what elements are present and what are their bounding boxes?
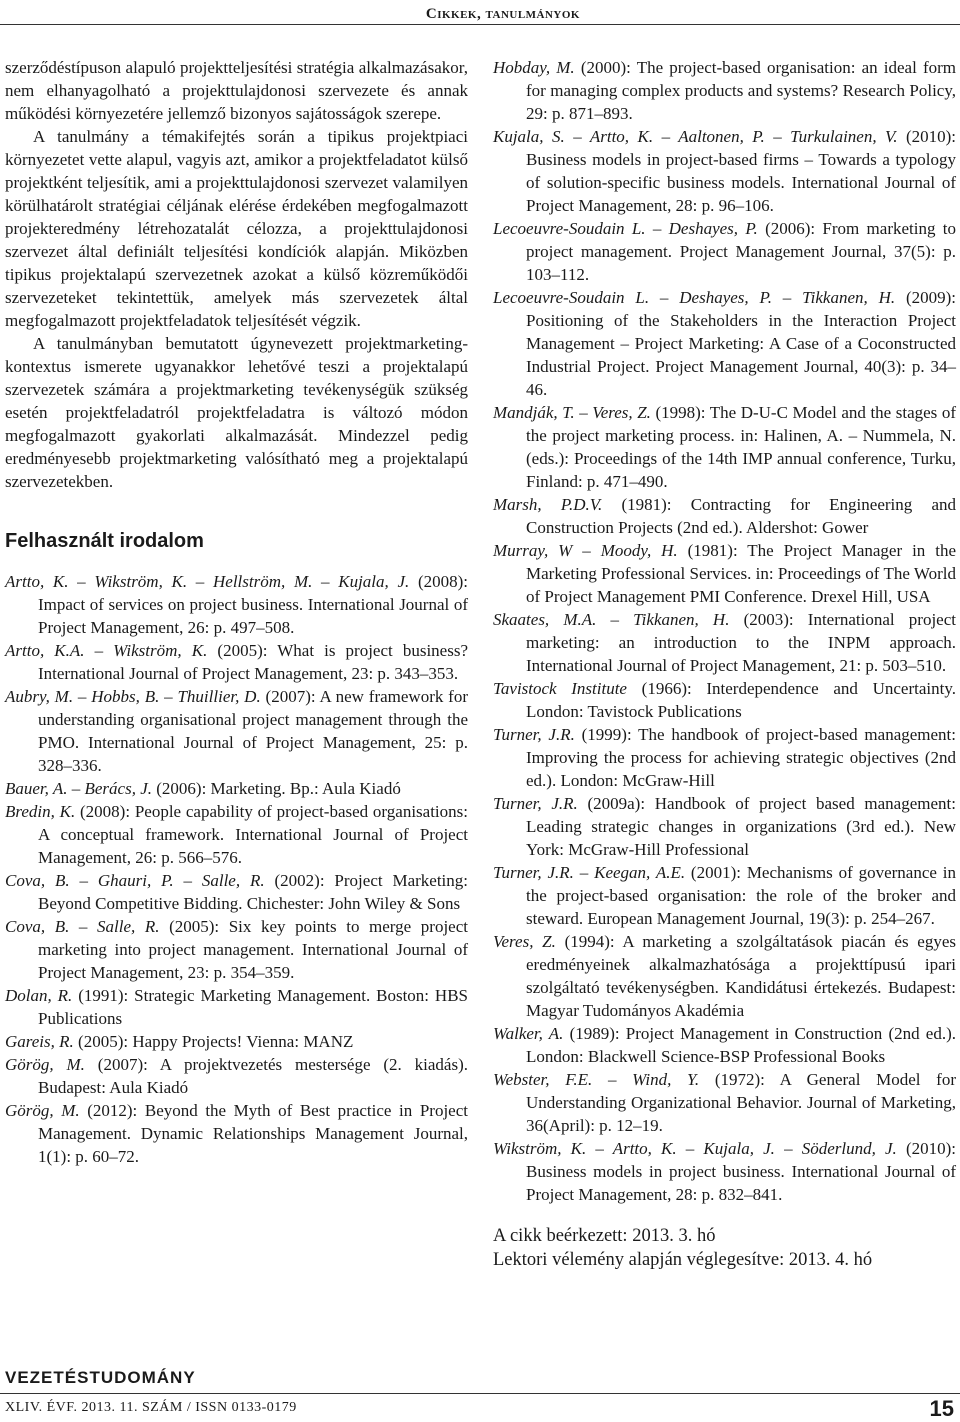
reference-item — [5, 777, 468, 800]
reference-item — [5, 1030, 468, 1053]
reference-item — [5, 1099, 468, 1168]
reference-authors: Veres, Z. — [493, 932, 556, 951]
reference-authors: Skaates, M.A. – Tikkanen, H. — [493, 610, 730, 629]
reference-text: (1966): Interdependence and Uncertainty. London: Tavistock Publications — [526, 679, 956, 721]
reference-text: (2010): Business models in project business. International Journal of Project Management, 28: p. 832–841. — [526, 1139, 956, 1204]
reference-authors: Walker, A. — [493, 1024, 564, 1043]
reference-text: (2010): Business models in project-based firms – Towards a typology of solution-specific business models. International Journal of Project Management, 28: p. 96–106. — [526, 127, 957, 215]
reference-item — [493, 539, 956, 608]
reference-item — [5, 639, 468, 685]
received-date: A cikk beérkezett: 2013. 3. hó — [493, 1226, 716, 1246]
section-title-header: Cikkek, tanulmányok — [425, 6, 580, 22]
reference-item — [493, 608, 956, 677]
reference-authors: Hobday, M. — [493, 58, 575, 77]
reference-item — [5, 1053, 468, 1099]
reference-text: (1994): A marketing a szolgáltatások piacán és egyes eredményeinek alkalmazhatósága a projekttípusú ipari szolgáltató tevékenységben. Kandidátusi értekezés. Budapest: Magyar Tudományos Akadémia — [526, 932, 956, 1020]
header-rule — [0, 24, 960, 25]
reference-text: (1991): Strategic Marketing Management. Boston: HBS Publications — [38, 986, 468, 1028]
reference-authors: Turner, J.R. — [493, 725, 575, 744]
reference-text: (2003): International project marketing: an introduction to the INPM approach. International Journal of Project Management, 21: p. 503–510. — [526, 610, 956, 675]
reference-item — [5, 915, 468, 984]
reference-text: (2008): Impact of services on project business. International Journal of Project Management, 26: p. 497–508. — [38, 572, 469, 637]
reference-authors: Kujala, S. – Artto, K. – Aaltonen, P. – Turkulainen, V. — [493, 127, 898, 146]
reference-authors: Tavistock Institute — [493, 679, 627, 698]
reference-item — [493, 723, 956, 792]
reference-text: (2007): A projektvezetés mestersége (2. kiadás). Budapest: Aula Kiadó — [38, 1055, 468, 1097]
reference-text: (1981): Contracting for Engineering and Construction Projects (2nd ed.). Aldershot: Gower — [526, 495, 956, 537]
reference-text: (1989): Project Management in Construction (2nd ed.). London: Blackwell Science-BSP Professional Books — [526, 1024, 956, 1066]
references-heading: Felhasznált irodalom — [5, 530, 204, 552]
reference-text: (1972): A General Model for Understanding Organizational Behavior. Journal of Marketing, 36(April): p. 12–19. — [526, 1070, 957, 1135]
reference-authors: Artto, K. – Wikström, K. – Hellström, M. – Kujala, J. — [5, 572, 410, 591]
reference-text: (2006): Marketing. Bp.: Aula Kiadó — [152, 779, 401, 798]
reference-authors: Artto, K.A. – Wikström, K. — [5, 641, 208, 660]
reference-authors: Turner, J.R. — [493, 794, 578, 813]
issue-info: XLIV. ÉVF. 2013. 11. SZÁM / ISSN 0133-0179 — [5, 1400, 297, 1415]
reference-text: (2005): Six key points to merge project marketing into project management. International Journal of Project Management, 23: p. 354–359. — [38, 917, 468, 982]
reference-authors: Mandják, T. – Veres, Z. — [493, 403, 651, 422]
reference-item — [493, 286, 956, 401]
reference-authors: Görög, M. — [5, 1055, 85, 1074]
reference-list-right — [493, 56, 956, 1206]
reference-item — [5, 570, 468, 639]
reference-item — [493, 56, 956, 125]
reference-item — [493, 792, 956, 861]
reference-text: (1998): The D-U-C Model and the stages of the project marketing process. in: Halinen, A. – Nummela, N. (eds.): Proceedings of the 14th IMP annual conference, Turku, Finland: p. 471–490. — [526, 403, 956, 491]
reference-text: (1981): The Project Manager in the Marketing Professional Services. in: Proceedings of The World of Project Management PMI Conference. Drexel Hill, USA — [526, 541, 956, 606]
body-paragraph: A tanulmányban bemutatott úgynevezett projektmarketing-kontextus ismerete ugyanakkor lehetővé teszi a projektalapú szervezetek számára a projektmarketing tevékenységük szükség esetén projektfeladatról projektfeladatra is változó módon megfogalmazott gyakorlati alkalmazását. Mindezzel pedig eredményesebb projektmarketing valósítható meg a projektalapú szervezetekben. — [5, 334, 468, 491]
reference-authors: Bredin, K. — [5, 802, 76, 821]
reference-text: (2001): Mechanisms of governance in the project-based organisation: the role of the broker and steward. European Management Journal, 19(3): p. 254–267. — [526, 863, 956, 928]
reference-item — [493, 930, 956, 1022]
reference-text: (1999): The handbook of project-based management: Improving the process for achieving strategic objectives (2nd ed.). London: McGraw-Hill — [526, 725, 956, 790]
reference-item — [493, 1068, 956, 1137]
reference-authors: Cova, B. – Ghauri, P. – Salle, R. — [5, 871, 265, 890]
reference-item — [5, 800, 468, 869]
reference-item — [493, 125, 956, 217]
reference-text: (2005): What is project business? International Journal of Project Management, 23: p. 343–353. — [38, 641, 468, 683]
reference-authors: Lecoeuvre-Soudain L. – Deshayes, P. – Tikkanen, H. — [493, 288, 896, 307]
body-paragraph: szerződéstípuson alapuló projektteljesítési stratégia alkalmazásakor, nem elhanyagolható a projekttulajdonosi szervezete és annak működési környezetére jellemző bizonyos sajátosságok szerepe. — [5, 58, 468, 123]
right-column — [493, 56, 956, 1272]
body-paragraph: A tanulmány a témakifejtés során a tipikus projektpiaci környezetet vette alapul, vagyis azt, amikor a projektfeladatot külső projektként teljesítik, ami a projekttulajdonosi szervezet valamilyen körülhatárolt stratégiai céljának elérése érdekében megfogalmazott projekteredmény létrehozatalát célozza, a projekttulajdonosi szervezet által definiált teljesítési kondíciók alapján. Miközben tipikus projektalapú szervezetnek azokat a külső közreműködői szervezeteket tekintettük, amelyek más szervezetek által megfogalmazott projektfeladatok teljesítését végzik. — [5, 127, 468, 330]
reference-authors: Görög, M. — [5, 1101, 80, 1120]
reference-item — [493, 677, 956, 723]
reference-authors: Gareis, R. — [5, 1032, 74, 1051]
reference-text: (2007): A new framework for understanding organisational project management through the PMO. International Journal of Project Management, 25: p. 328–336. — [38, 687, 468, 775]
reference-text: (2008): People capability of project-based organisations: A conceptual framework. International Journal of Project Management, 26: p. 566–576. — [38, 802, 468, 867]
reference-authors: Lecoeuvre-Soudain L. – Deshayes, P. — [493, 219, 758, 238]
reference-text: (2005): Happy Projects! Vienna: MANZ — [73, 1032, 354, 1051]
reference-item — [493, 1137, 956, 1206]
reference-text: (2012): Beyond the Myth of Best practice in Project Management. Dynamic Relationships Management Journal, 1(1): p. 60–72. — [38, 1101, 468, 1166]
reference-item — [493, 401, 956, 493]
reference-item — [493, 1022, 956, 1068]
reference-text: (2009a): Handbook of project based management: Leading strategic changes in organizations (3rd ed.). New York: McGraw-Hill Professional — [526, 794, 956, 859]
reference-authors: Dolan, R. — [5, 986, 73, 1005]
reference-text: (2009): Positioning of the Stakeholders in the Interaction Project Management – Project Marketing: A Case of a Coconstructed Industrial Project. Project Management Journal, 40(3): p. 34–46. — [526, 288, 957, 399]
reference-item — [493, 493, 956, 539]
reference-authors: Turner, J.R. – Keegan, A.E. — [493, 863, 686, 882]
reference-item — [493, 861, 956, 930]
reference-authors: Cova, B. – Salle, R. — [5, 917, 160, 936]
reference-item — [493, 217, 956, 286]
page-header — [0, 0, 960, 30]
reference-authors: Marsh, P.D.V. — [493, 495, 603, 514]
reference-authors: Webster, F.E. – Wind, Y. — [493, 1070, 700, 1089]
reference-authors: Wikström, K. – Artto, K. – Kujala, J. – Söderlund, J. — [493, 1139, 897, 1158]
reference-item — [5, 869, 468, 915]
reference-item — [5, 685, 468, 777]
reference-authors: Bauer, A. – Berács, J. — [5, 779, 152, 798]
finalized-date: Lektori vélemény alapján véglegesítve: 2013. 4. hó — [493, 1250, 873, 1270]
page-footer — [0, 1368, 960, 1422]
reference-text: (2006): From marketing to project management. Project Management Journal, 37(5): p. 103–112. — [526, 219, 956, 284]
left-column — [5, 56, 468, 1168]
journal-name: VEZETÉSTUDOMÁNY — [5, 1368, 196, 1387]
reference-authors: Aubry, M. – Hobbs, B. – Thuillier, D. — [5, 687, 261, 706]
footer-rule — [0, 1393, 960, 1394]
reference-item — [5, 984, 468, 1030]
received-info — [493, 1224, 956, 1272]
reference-authors: Murray, W – Moody, H. — [493, 541, 678, 560]
page-number: 15 — [929, 1396, 954, 1421]
reference-text: (2000): The project-based organisation: an ideal form for managing complex products and systems? Research Policy, 29: p. 871–893. — [526, 58, 956, 123]
reference-list-left — [5, 570, 468, 1168]
reference-text: (2002): Project Marketing: Beyond Competitive Bidding. Chichester: John Wiley & Sons — [38, 871, 468, 913]
